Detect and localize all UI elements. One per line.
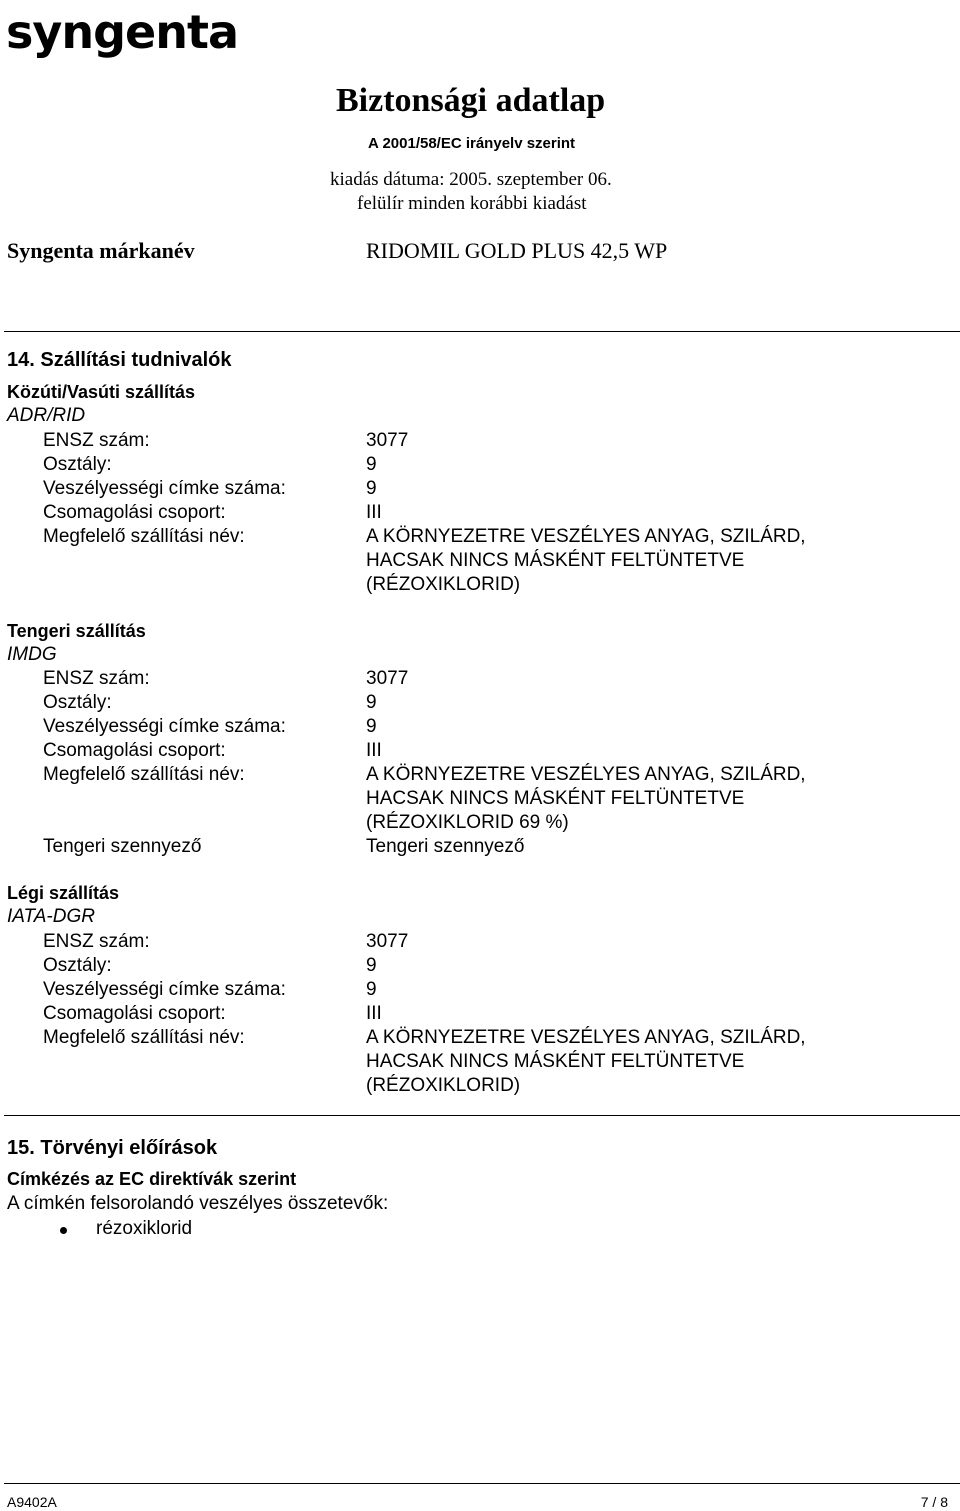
document-id: A9402A — [7, 1494, 57, 1510]
labelling-heading: Címkézés az EC direktívák szerint — [7, 1169, 297, 1189]
sea-shipping-name-line: A KÖRNYEZETRE VESZÉLYES ANYAG, SZILÁRD, — [366, 764, 806, 785]
issue-date: kiadás dátuma: 2005. szeptember 06. — [330, 169, 612, 190]
air-class-value: 9 — [366, 955, 377, 976]
bullet-icon — [60, 1227, 67, 1234]
road-shipping-name-label: Megfelelő szállítási név: — [43, 526, 245, 547]
air-regulation: IATA-DGR — [7, 906, 95, 927]
road-packing-value: III — [366, 502, 382, 523]
sea-packing-value: III — [366, 740, 382, 761]
section-divider — [4, 1115, 960, 1116]
sea-shipping-name-line: HACSAK NINCS MÁSKÉNT FELTÜNTETVE — [366, 788, 745, 809]
air-shipping-name-line: A KÖRNYEZETRE VESZÉLYES ANYAG, SZILÁRD, — [366, 1027, 806, 1048]
road-un-value: 3077 — [366, 430, 409, 451]
sea-class-label: Osztály: — [43, 692, 112, 713]
road-packing-label: Csomagolási csoport: — [43, 502, 226, 523]
sea-shipping-name-line: (RÉZOXIKLORID 69 %) — [366, 812, 569, 833]
document-title: Biztonsági adatlap — [336, 82, 606, 119]
syngenta-logo: syngenta — [6, 5, 239, 59]
air-hazard-value: 9 — [366, 979, 377, 1000]
road-class-value: 9 — [366, 454, 377, 475]
air-transport-heading: Légi szállítás — [7, 883, 120, 903]
sea-packing-label: Csomagolási csoport: — [43, 740, 226, 761]
road-class-label: Osztály: — [43, 454, 112, 475]
marine-pollutant-label: Tengeri szennyező — [43, 836, 202, 857]
air-un-value: 3077 — [366, 931, 409, 952]
road-hazard-label: Veszélyességi címke száma: — [43, 478, 286, 499]
road-regulation: ADR/RID — [7, 405, 86, 426]
air-un-label: ENSZ szám: — [43, 931, 150, 952]
brand-label: Syngenta márkanév — [7, 238, 195, 263]
air-shipping-name-line: HACSAK NINCS MÁSKÉNT FELTÜNTETVE — [366, 1051, 745, 1072]
page-number: 7 / 8 — [920, 1494, 948, 1510]
section-15-title: 15. Törvényi előírások — [7, 1137, 218, 1159]
list-item: rézoxiklorid — [96, 1218, 193, 1239]
marine-pollutant-value: Tengeri szennyező — [366, 836, 525, 857]
sea-hazard-label: Veszélyességi címke száma: — [43, 716, 286, 737]
product-name: RIDOMIL GOLD PLUS 42,5 WP — [366, 238, 668, 263]
footer-divider — [4, 1483, 960, 1484]
road-shipping-name-line: A KÖRNYEZETRE VESZÉLYES ANYAG, SZILÁRD, — [366, 526, 806, 547]
sea-un-label: ENSZ szám: — [43, 668, 150, 689]
road-shipping-name-line: (RÉZOXIKLORID) — [366, 574, 521, 595]
air-shipping-name-label: Megfelelő szállítási név: — [43, 1027, 245, 1048]
air-hazard-label: Veszélyességi címke száma: — [43, 979, 286, 1000]
sea-un-value: 3077 — [366, 668, 409, 689]
sea-regulation: IMDG — [7, 644, 57, 665]
road-transport-heading: Közúti/Vasúti szállítás — [7, 382, 196, 402]
section-14-title: 14. Szállítási tudnivalók — [7, 349, 232, 371]
road-shipping-name-line: HACSAK NINCS MÁSKÉNT FELTÜNTETVE — [366, 550, 745, 571]
sea-transport-heading: Tengeri szállítás — [7, 621, 146, 641]
air-packing-value: III — [366, 1003, 382, 1024]
air-shipping-name-line: (RÉZOXIKLORID) — [366, 1075, 521, 1096]
sea-shipping-name-label: Megfelelő szállítási név: — [43, 764, 245, 785]
directive-subtitle: A 2001/58/EC irányelv szerint — [368, 135, 576, 152]
hazardous-components-intro: A címkén felsorolandó veszélyes összetevők: — [7, 1193, 389, 1214]
supersedes-note: felülír minden korábbi kiadást — [357, 193, 587, 214]
road-un-label: ENSZ szám: — [43, 430, 150, 451]
air-class-label: Osztály: — [43, 955, 112, 976]
road-hazard-value: 9 — [366, 478, 377, 499]
sea-class-value: 9 — [366, 692, 377, 713]
header-divider — [4, 331, 960, 332]
air-packing-label: Csomagolási csoport: — [43, 1003, 226, 1024]
sea-hazard-value: 9 — [366, 716, 377, 737]
